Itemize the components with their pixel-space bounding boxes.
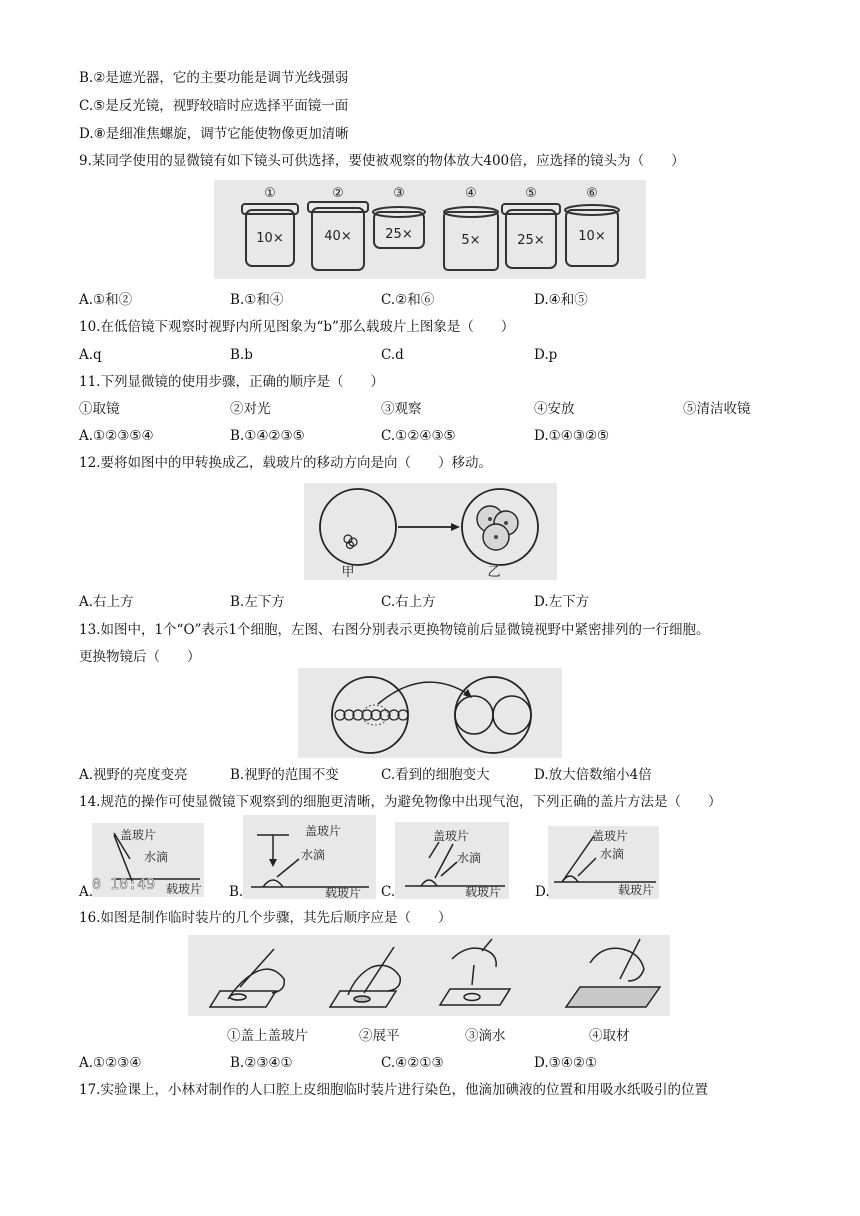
- q12-stem: 12.要将如图中的甲转换成乙，载玻片的移动方向是向（ ）移动。: [79, 455, 492, 471]
- q11-option-c: C.①②④③⑤: [381, 428, 456, 444]
- q14-d-cover-label: 盖玻片: [592, 829, 629, 843]
- q11-steps: [79, 399, 799, 419]
- q10-stem: 10.在低倍镜下观察时视野内所见图象为“b”那么载玻片上图象是（ ）: [79, 319, 515, 335]
- magnify-arrow: [378, 682, 468, 704]
- label-jia: 甲: [341, 565, 355, 580]
- q12-option-d: D.左下方: [534, 594, 590, 610]
- q13-option-b: B.视野的范围不变: [230, 767, 339, 783]
- q11-step-3: ③观察: [381, 401, 422, 417]
- q16-stem: 16.如图是制作临时装片的几个步骤，其先后顺序应是（ ）: [79, 910, 452, 926]
- q9-options: [79, 290, 799, 310]
- lens-1-num: ①: [264, 186, 276, 201]
- lens-2-mag: 40×: [324, 229, 352, 244]
- q14-d-water-label: 水滴: [600, 847, 625, 861]
- q12-option-a: A.右上方: [79, 594, 134, 610]
- q14-a-water-label: 水滴: [144, 850, 169, 864]
- view-jia-circle: [320, 489, 396, 565]
- q8-option-b: B.②是遮光器，它的主要功能是调节光线强弱: [79, 70, 349, 86]
- lens-5-mag: 25×: [517, 233, 545, 248]
- q16-caption-2: ②展平: [359, 1028, 400, 1044]
- q12-options: [79, 592, 799, 612]
- q13-option-c: C.看到的细胞变大: [381, 767, 490, 783]
- lens-3-num: ③: [393, 186, 405, 201]
- q8-option-c: C.⑤是反光镜，视野较暗时应选择平面镜一面: [79, 98, 349, 114]
- large-cells: [477, 506, 518, 550]
- q16-option-c: C.④②①③: [381, 1055, 444, 1071]
- q10-option-c: C.d: [381, 347, 404, 363]
- label-yi: 乙: [487, 565, 501, 580]
- q14-stem: 14.规范的操作可使显微镜下观察到的细胞更清晰，为避免物像中出现气泡，下列正确的盖片方法是（ ）: [79, 794, 722, 810]
- cell-row-before: [335, 710, 408, 720]
- q14-c-slide-label: 载玻片: [465, 885, 502, 899]
- water-drop-c: [421, 880, 437, 886]
- q16-caption-4: ④取材: [589, 1028, 630, 1044]
- q16-options: [79, 1053, 799, 1073]
- q14-label-d: D.: [535, 884, 550, 900]
- step-drop-water: [440, 939, 510, 1005]
- lens-6-num: ⑥: [586, 186, 598, 201]
- q9-stem: 9.某同学使用的显微镜有如下镜头可供选择，要使被观察的物体放大400倍，应选择的镜头为（ ）: [79, 153, 685, 169]
- q14-b-cover-label: 盖玻片: [305, 824, 342, 838]
- q13-stem-line1: 13.如图中，1个“O”表示1个细胞，左图、右图分别表示更换物镜前后显微镜视野中紧密排列的一行细胞。: [79, 622, 710, 638]
- q10-option-b: B.b: [230, 347, 253, 363]
- q14-figure-d: [548, 826, 659, 899]
- q14-label-c: C.: [381, 884, 396, 900]
- q11-step-2: ②对光: [230, 401, 271, 417]
- q13-option-a: A.视野的亮度变亮: [79, 767, 188, 783]
- q14-a-slide-label: 载玻片: [166, 882, 203, 896]
- q8-option-d: D.⑧是细准焦螺旋，调节它能使物像更加清晰: [79, 126, 349, 142]
- q16-caption-3: ③滴水: [465, 1028, 506, 1044]
- q12-option-b: B.左下方: [230, 594, 285, 610]
- water-drop-b: [263, 880, 283, 887]
- q14-figure-b: [243, 815, 376, 899]
- q11-step-5: ⑤清洁收镜: [683, 401, 751, 417]
- q10-option-d: D.p: [534, 347, 558, 363]
- q10-option-a: A.q: [79, 347, 102, 363]
- q9-option-d: D.④和⑤: [534, 292, 588, 308]
- q14-c-cover-label: 盖玻片: [433, 829, 470, 843]
- q14-figure-a: [92, 823, 204, 897]
- lens-6-mag: 10×: [578, 229, 606, 244]
- step-cover-slip: [210, 949, 284, 1007]
- q14-b-water-label: 水滴: [301, 848, 326, 862]
- q14-c-water-label: 水滴: [457, 851, 482, 865]
- q17-stem: 17.实验课上，小林对制作的人口腔上皮细胞临时装片进行染色，他滴加碘液的位置和用吸水纸吸引的位置: [79, 1082, 708, 1098]
- q13-stem-line2: 更换物镜后（ ）: [79, 649, 201, 665]
- step-flatten: [330, 947, 400, 1007]
- q16-option-a: A.①②③④: [79, 1055, 142, 1071]
- q14-figure-c: [395, 822, 509, 899]
- lens-4-mag: 5×: [461, 233, 481, 248]
- q11-option-d: D.①④③②⑤: [534, 428, 610, 444]
- q11-option-b: B.①④②③⑤: [230, 428, 305, 444]
- q9-option-c: C.②和⑥: [381, 292, 435, 308]
- q9-lens-figure: [214, 180, 646, 279]
- q11-step-1: ①取镜: [79, 401, 120, 417]
- cell-row-after: [455, 696, 531, 734]
- step-take-material: [566, 939, 660, 1007]
- q14-timestamp-overlay: 0 10:49: [92, 875, 156, 893]
- q9-option-a: A.①和②: [79, 292, 133, 308]
- q14-label-b: B.: [229, 884, 244, 900]
- small-cells: [344, 535, 357, 549]
- q12-figure: [304, 483, 557, 580]
- q16-figure: [188, 935, 670, 1016]
- q10-options: [79, 345, 799, 365]
- q16-option-d: D.③④②①: [534, 1055, 598, 1071]
- selected-cells-outline: [362, 705, 388, 725]
- q16-option-b: B.②③④①: [230, 1055, 293, 1071]
- q16-captions: [79, 1026, 799, 1046]
- q14-label-a: A.: [79, 884, 94, 900]
- view-before-circle: [332, 677, 408, 753]
- q13-options: [79, 765, 799, 785]
- q16-caption-1: ①盖上盖玻片: [227, 1028, 308, 1044]
- q9-option-b: B.①和④: [230, 292, 284, 308]
- lens-4-num: ④: [465, 186, 477, 201]
- q11-step-4: ④安放: [534, 401, 575, 417]
- lens-1-mag: 10×: [256, 231, 284, 246]
- q14-d-slide-label: 载玻片: [618, 883, 655, 897]
- q12-option-c: C.右上方: [381, 594, 436, 610]
- lens-2-num: ②: [332, 186, 344, 201]
- q11-option-a: A.①②③⑤④: [79, 428, 154, 444]
- q13-option-d: D.放大倍数缩小4倍: [534, 767, 652, 783]
- q11-stem: 11.下列显微镜的使用步骤，正确的顺序是（ ）: [79, 374, 384, 390]
- lens-5-num: ⑤: [525, 186, 537, 201]
- lens-3-mag: 25×: [385, 227, 413, 242]
- q14-a-cover-label: 盖玻片: [120, 828, 157, 842]
- q13-figure: [298, 668, 562, 758]
- q11-options: [79, 426, 799, 446]
- q14-b-slide-label: 载玻片: [325, 886, 362, 899]
